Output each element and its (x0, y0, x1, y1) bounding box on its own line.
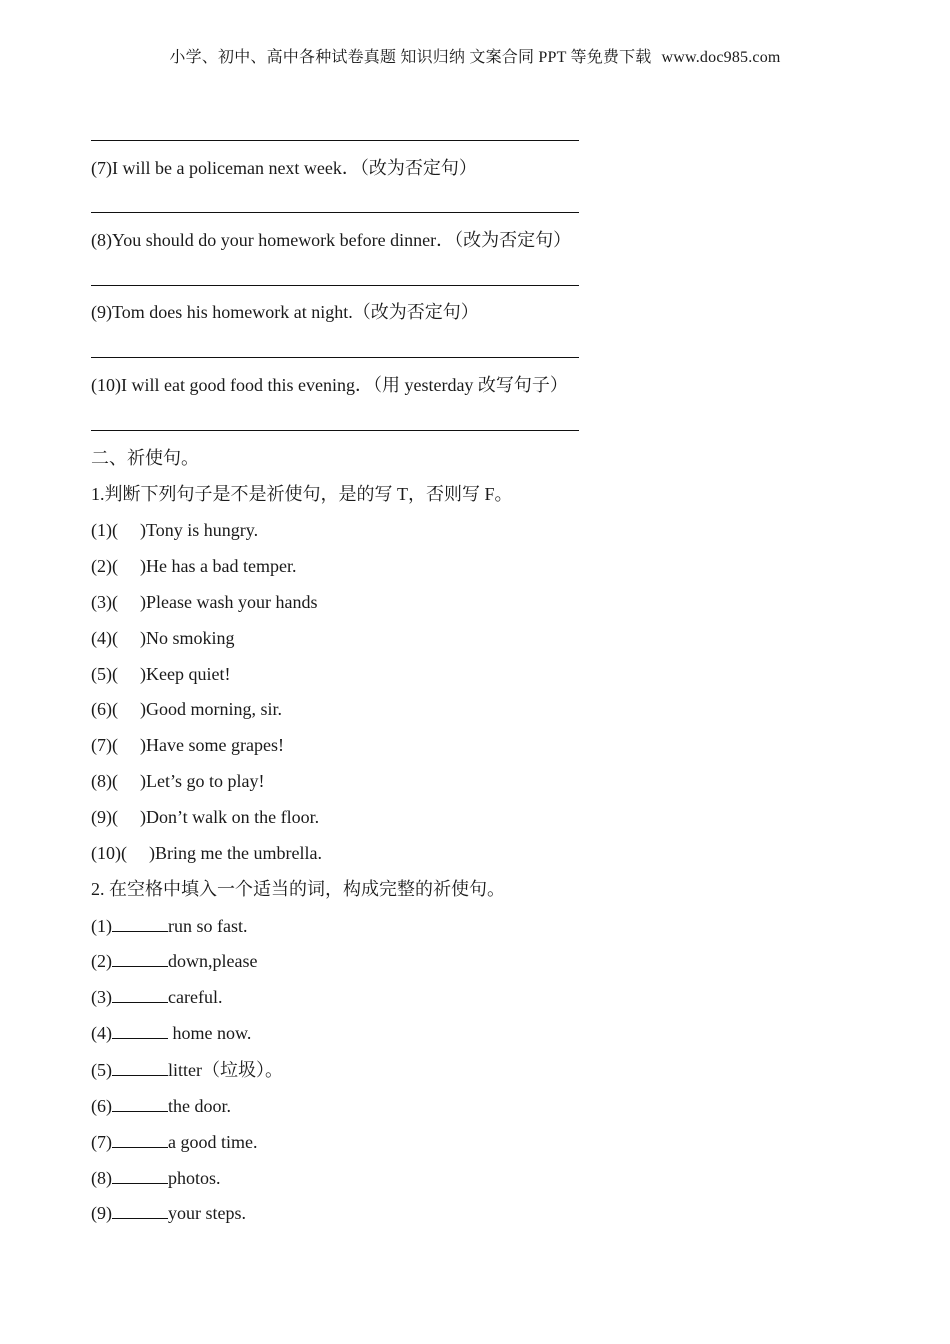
item-number: (7) (91, 158, 112, 178)
fill-item (91, 915, 248, 937)
item-text: photos. (168, 1168, 221, 1188)
item-text: Good morning, sir. (146, 699, 283, 719)
rewrite-item (91, 374, 568, 396)
fill-blank[interactable] (112, 986, 168, 1003)
item-number: (6) (91, 699, 112, 719)
item-text: Don’t walk on the floor. (146, 807, 320, 827)
item-note: （改为否定句） (359, 158, 477, 178)
fill-item (91, 1202, 246, 1224)
fill-blank[interactable] (112, 1131, 168, 1148)
item-text: Bring me the umbrella. (155, 843, 322, 863)
item-number: (1) (91, 520, 112, 540)
item-number: (1) (91, 916, 112, 936)
item-number: (3) (91, 592, 112, 612)
item-text: your steps. (168, 1203, 246, 1223)
item-note: （改为否定句） (454, 230, 572, 250)
fill-item (91, 1059, 283, 1081)
fill-blank[interactable] (112, 915, 168, 932)
item-number: (8) (91, 771, 112, 791)
item-number: (10) (91, 375, 121, 395)
item-number: (9) (91, 302, 112, 322)
item-text: run so fast. (168, 916, 248, 936)
item-text: I will eat good food this evening． (121, 375, 373, 395)
question-instruction: 1.判断下列句子是不是祈使句，是的写 T，否则写 F。 (91, 484, 513, 504)
fill-item (91, 1131, 257, 1153)
item-text: Have some grapes! (146, 735, 284, 755)
item-note: （用 yesterday 改写句子） (372, 375, 568, 395)
item-number: (2) (91, 556, 112, 576)
fill-item (91, 1022, 251, 1044)
judge-item: (7)( )Have some grapes! (91, 735, 284, 755)
fill-blank[interactable] (112, 1059, 168, 1076)
item-text: the door. (168, 1096, 231, 1116)
rewrite-item (91, 229, 571, 251)
item-text: down,please (168, 951, 258, 971)
question-instruction: 2. 在空格中填入一个适当的词，构成完整的祈使句。 (91, 879, 505, 899)
item-text: No smoking (146, 628, 235, 648)
section-heading: 二、祈使句。 (91, 448, 199, 468)
item-number: (2) (91, 951, 112, 971)
item-number: (4) (91, 628, 112, 648)
judge-item: (9)( )Don’t walk on the floor. (91, 807, 320, 827)
item-number: (5) (91, 664, 112, 684)
item-number: (9) (91, 1203, 112, 1223)
fill-blank[interactable] (112, 950, 168, 967)
header-url: www.doc985.com (661, 49, 781, 66)
item-number: (5) (91, 1060, 112, 1080)
judge-item: (8)( )Let’s go to play! (91, 771, 265, 791)
item-text: He has a bad temper. (146, 556, 297, 576)
judge-item: (3)( )Please wash your hands (91, 592, 318, 612)
header-title: 小学、初中、高中各种试卷真题 知识归纳 文案合同 PPT 等免费下载 (169, 49, 652, 66)
item-text: careful. (168, 987, 223, 1007)
answer-line (91, 285, 579, 286)
item-number: (9) (91, 807, 112, 827)
fill-item (91, 1167, 221, 1189)
rewrite-item (91, 301, 479, 323)
judge-item: (5)( )Keep quiet! (91, 664, 231, 684)
fill-blank[interactable] (112, 1022, 168, 1039)
item-number: (7) (91, 735, 112, 755)
answer-line (91, 430, 579, 431)
judge-item: (2)( )He has a bad temper. (91, 556, 297, 576)
item-number: (6) (91, 1096, 112, 1116)
item-text: I will be a policeman next week． (112, 158, 360, 178)
item-text: home now. (168, 1023, 252, 1043)
item-number: (8) (91, 1168, 112, 1188)
judge-item: (4)( )No smoking (91, 628, 235, 648)
fill-blank[interactable] (112, 1095, 168, 1112)
item-text: Tony is hungry. (146, 520, 259, 540)
item-text: a good time. (168, 1132, 258, 1152)
item-number: (7) (91, 1132, 112, 1152)
answer-line (91, 140, 579, 141)
item-number: (10) (91, 843, 121, 863)
item-number: (4) (91, 1023, 112, 1043)
item-text: Let’s go to play! (146, 771, 265, 791)
answer-line (91, 212, 579, 213)
fill-item (91, 1095, 231, 1117)
fill-blank[interactable] (112, 1167, 168, 1184)
item-number: (8) (91, 230, 112, 250)
fill-blank[interactable] (112, 1202, 168, 1219)
judge-item: (1)( )Tony is hungry. (91, 520, 259, 540)
item-text: Tom does his homework at night. (112, 302, 353, 322)
judge-item: (6)( )Good morning, sir. (91, 699, 283, 719)
item-text: litter（垃圾）。 (168, 1060, 283, 1080)
item-text: You should do your homework before dinner． (112, 230, 455, 250)
fill-item (91, 950, 257, 972)
item-note: （改为否定句） (352, 302, 479, 322)
item-text: Keep quiet! (146, 664, 231, 684)
fill-item (91, 986, 222, 1008)
judge-item: (10)( )Bring me the umbrella. (91, 843, 322, 863)
item-text: Please wash your hands (146, 592, 318, 612)
rewrite-item (91, 157, 477, 179)
page-header (0, 44, 950, 67)
item-number: (3) (91, 987, 112, 1007)
answer-line (91, 357, 579, 358)
